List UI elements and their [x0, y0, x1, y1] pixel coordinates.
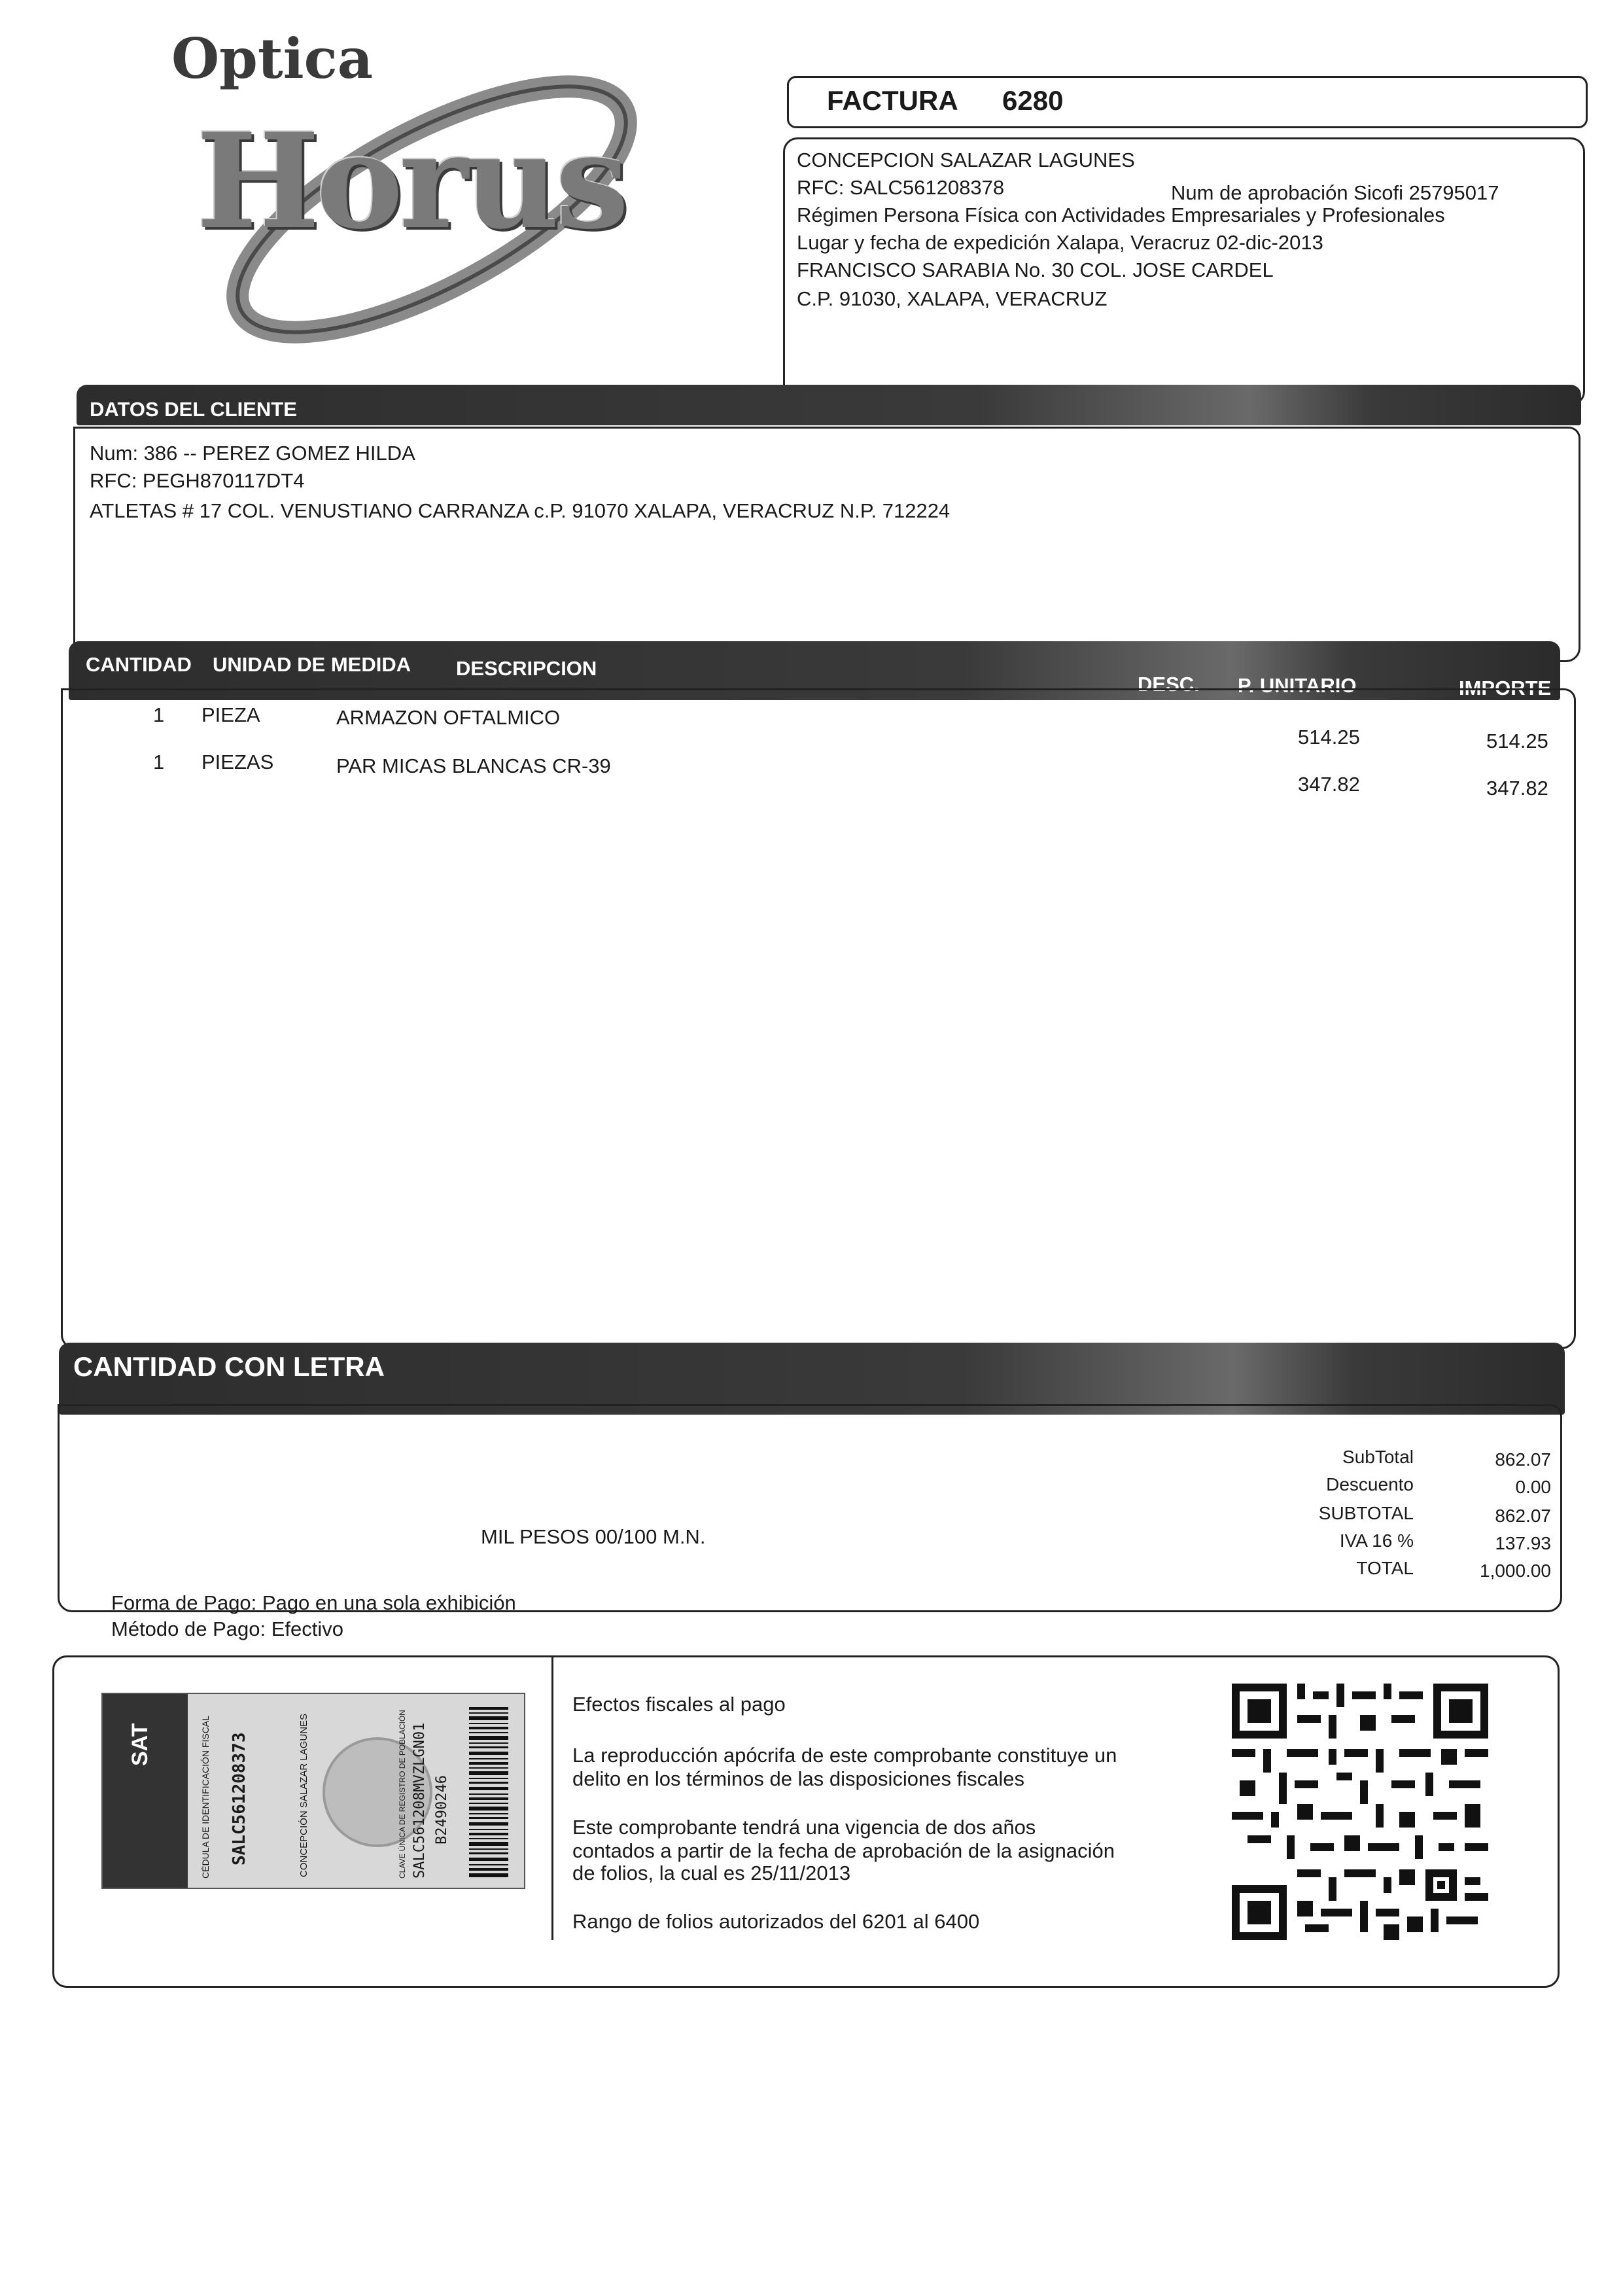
fiscal-validity-3: de folios, la cual es 25/11/2013: [572, 1862, 851, 1884]
fiscal-validity-2: contados a partir de la fecha de aprobación de la asignación: [572, 1839, 1115, 1862]
totals-label-discount: Descuento: [1326, 1474, 1414, 1494]
sat-brand: SAT: [128, 1723, 152, 1766]
invoice-number: 6280: [1002, 85, 1064, 116]
barcode-icon: [469, 1707, 508, 1879]
totals-label-subtotal: SubTotal: [1342, 1447, 1414, 1467]
row-2-unit: PIEZAS: [201, 751, 274, 773]
col-unit-price-header: P. UNITARIO: [1238, 674, 1357, 697]
col-amount-header: IMPORTE: [1459, 677, 1552, 699]
invoice-number-box: [787, 76, 1588, 128]
payment-method: Método de Pago: Efectivo: [111, 1617, 344, 1640]
sat-card-rfc: SALC561208373: [230, 1732, 249, 1865]
client-header: DATOS DEL CLIENTE: [90, 398, 297, 421]
totals-label-subtotal-2: SUBTOTAL: [1318, 1503, 1414, 1523]
sat-card-side-panel: [103, 1694, 188, 1889]
client-header-bar: [77, 385, 1581, 425]
col-discount-header: DESC.: [1138, 673, 1200, 696]
approval-number: Num de aprobación Sicofi 25795017: [1171, 181, 1499, 204]
amount-in-words: MIL PESOS 00/100 M.N.: [481, 1525, 706, 1548]
sat-fiscal-id-card: [101, 1693, 525, 1889]
totals-value-iva: 137.93: [1495, 1533, 1551, 1553]
row-1-amount: 514.25: [1486, 730, 1548, 752]
folio-range: Rango de folios autorizados del 6201 al 6400: [572, 1910, 980, 1933]
logo-horus-text: Horus: [196, 105, 625, 258]
row-2-amount: 347.82: [1486, 777, 1548, 800]
issuer-address-1: FRANCISCO SARABIA No. 30 COL. JOSE CARDEL: [797, 258, 1274, 281]
sat-card-title: CÉDULA DE IDENTIFICACIÓN FISCAL: [200, 1716, 211, 1879]
client-address: ATLETAS # 17 COL. VENUSTIANO CARRANZA c.P. 91070 XALAPA, VERACRUZ N.P. 712224: [90, 499, 951, 522]
items-box: [61, 688, 1576, 1349]
col-desc-header: DESCRIPCION: [456, 657, 597, 680]
sat-card-curp: SALC561208MVZLGN01: [411, 1722, 428, 1879]
totals-label-total: TOTAL: [1356, 1558, 1414, 1578]
fiscal-effects: Efectos fiscales al pago: [572, 1693, 786, 1716]
row-2-qty: 1: [153, 751, 165, 773]
issuer-address-2: C.P. 91030, XALAPA, VERACRUZ: [797, 287, 1108, 310]
row-1-unit: PIEZA: [201, 703, 260, 726]
row-2-unit-price: 347.82: [1298, 773, 1360, 796]
row-1-desc: ARMAZON OFTALMICO: [336, 706, 561, 729]
fiscal-reproduction-1: La reproducción apócrifa de este comprobante constituye un: [572, 1744, 1117, 1767]
issuer-regime: Régimen Persona Física con Actividades Empresariales y Profesionales: [797, 203, 1445, 226]
sat-card-name: CONCEPCIÓN SALAZAR LAGUNES: [298, 1713, 309, 1877]
row-1-unit-price: 514.25: [1298, 726, 1360, 749]
col-unit-header: UNIDAD DE MEDIDA: [213, 653, 411, 676]
row-1-qty: 1: [153, 703, 165, 726]
amount-words-header: CANTIDAD CON LETRA: [73, 1351, 385, 1382]
invoice-label: FACTURA: [827, 85, 958, 116]
col-qty-header: CANTIDAD: [86, 653, 192, 676]
sat-card-curp-label: CLAVE ÚNICA DE REGISTRO DE POBLACIÓN: [398, 1710, 407, 1879]
fiscal-validity-1: Este comprobante tendrá una vigencia de dos años: [572, 1816, 1036, 1839]
totals-label-iva: IVA 16 %: [1339, 1530, 1414, 1551]
client-line-1: Num: 386 -- PEREZ GOMEZ HILDA: [90, 442, 415, 465]
logo-optica-text: Optica: [171, 26, 374, 91]
fiscal-divider: [551, 1657, 553, 1940]
issuer-box: [783, 137, 1585, 406]
qr-code-icon: [1232, 1684, 1488, 1940]
issue-place-date: Lugar y fecha de expedición Xalapa, Veracruz 02-dic-2013: [797, 231, 1323, 254]
totals-box: [58, 1404, 1562, 1612]
issuer-name: CONCEPCION SALAZAR LAGUNES: [797, 149, 1135, 171]
issuer-rfc: RFC: SALC561208378: [797, 176, 1005, 199]
totals-value-subtotal-2: 862.07: [1495, 1506, 1551, 1526]
sat-card-folio: B2490246: [434, 1775, 450, 1845]
row-2-desc: PAR MICAS BLANCAS CR-39: [336, 754, 611, 777]
fiscal-box: [52, 1655, 1560, 1988]
client-rfc: RFC: PEGH870117DT4: [90, 469, 305, 492]
fiscal-reproduction-2: delito en los términos de las disposiciones fiscales: [572, 1767, 1024, 1790]
totals-value-total: 1,000.00: [1480, 1561, 1551, 1581]
totals-value-subtotal: 862.07: [1495, 1449, 1551, 1470]
totals-value-discount: 0.00: [1515, 1477, 1551, 1497]
client-box: [73, 427, 1580, 662]
payment-form: Forma de Pago: Pago en una sola exhibición: [111, 1591, 516, 1614]
